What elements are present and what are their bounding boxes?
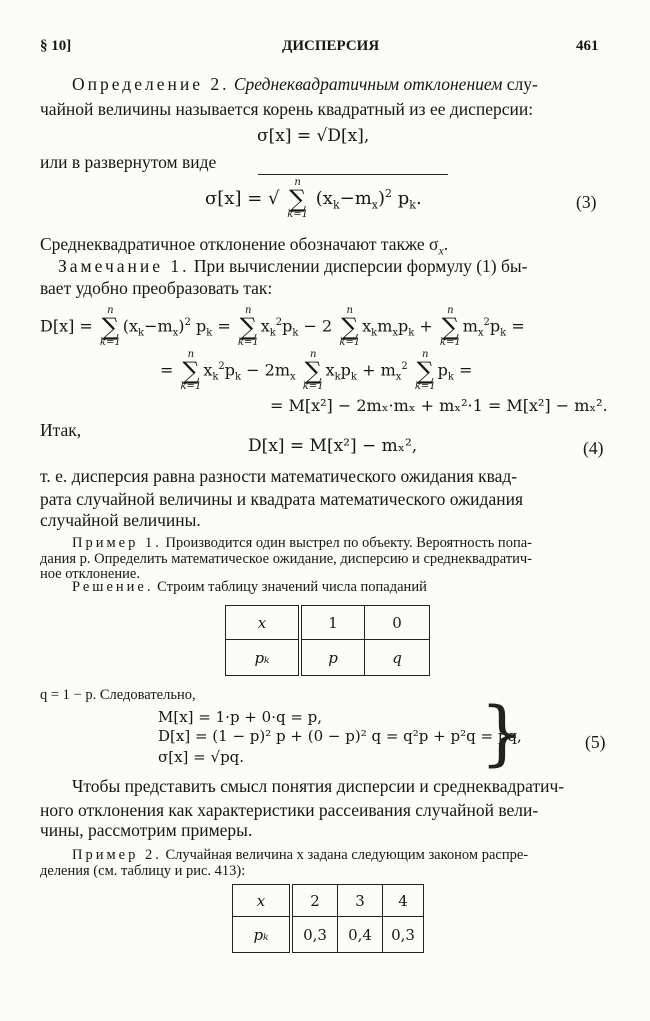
conclusion-line1: т. е. дисперсия равна разности математического ожидания квад- — [40, 466, 518, 486]
table2-cell: 3 — [338, 885, 383, 917]
table1-cell: p — [300, 640, 365, 676]
remark-label: Замечание 1. — [58, 256, 190, 276]
transition-line1: Чтобы представить смысл понятия дисперсии и среднеквадратич- — [72, 776, 565, 796]
table2-cell: 0,3 — [383, 917, 424, 953]
expanded-intro: или в развернутом виде — [40, 152, 217, 172]
table2-cell: x — [233, 885, 292, 917]
remark-text1: При вычислении дисперсии формулу (1) бы- — [193, 256, 528, 276]
example2-label: Пример 2. — [72, 847, 162, 863]
derivation-line1: D[x] = n ∑ k=1 $(x_k-m_x)^2$ $p_k$ = n ∑ k=1 $x_k^2p_k - 2$ n ∑ k=1 $x_km_xp_k$ + n ∑ k=1 $m_x^2p_k$ = — [40, 305, 525, 348]
table1-cell: 0 — [365, 606, 430, 640]
definition-text1-end: слу- — [506, 74, 538, 94]
example1-after: q = 1 − p. Следовательно, — [40, 687, 196, 703]
tag-4: (4) — [583, 438, 604, 458]
tag-5: (5) — [585, 732, 606, 752]
eq5-line2: D[x] = (1 − p)² p + (0 − p)² q = q²p + p²q = pq, — [158, 727, 522, 745]
solution-text: Строим таблицу значений числа попаданий — [157, 579, 427, 595]
example1-text1: Производится один выстрел по объекту. Вероятность попа- — [165, 535, 532, 551]
derivation-line3: = M[x²] − 2mₓ·mₓ + mₓ²·1 = M[x²] − mₓ². — [270, 396, 608, 415]
transition-line2: ного отклонения как характеристики рассеивания случайной вели- — [40, 800, 539, 820]
page-number: 461 — [576, 38, 599, 54]
table1-cell: pₖ — [226, 640, 301, 676]
formula-sigma: σ[x] = √D[x], — [257, 126, 370, 146]
itak-label: Итак, — [40, 420, 82, 440]
table2-cell: 0,4 — [338, 917, 383, 953]
formula-3: σ[x] = √ n ∑ k=1 $(x_k-m_x)^2$ $p_k$. — [205, 177, 422, 220]
example1-label: Пример 1. — [72, 535, 162, 551]
formula-3-body: (x — [315, 188, 333, 209]
result-formula: D[x] = M[x²] − mₓ², — [248, 436, 418, 456]
derivation-line2: = n ∑ k=1 $x_k^2p_k - 2m_x$ n ∑ k=1 $x_kp_k + m_x^2$ n ∑ k=1 $p_k$ = — [160, 349, 473, 392]
example2-text1: Случайная величина x задана следующим законом распре- — [165, 847, 529, 863]
table1-cell: 1 — [300, 606, 365, 640]
table2-cell: pₖ — [233, 917, 292, 953]
table2-cell: 2 — [291, 885, 338, 917]
example1-line2: дания p. Определить математическое ожидание, дисперсию и среднеквадратич- — [40, 551, 532, 567]
transition-line3: чины, рассмотрим примеры. — [40, 820, 253, 840]
example1-line3: ное отклонение. — [40, 566, 140, 582]
derivation-left: D[x] = — [40, 316, 93, 336]
sum-symbol: n ∑ k=1 — [287, 177, 309, 220]
table2-cell: 0,3 — [291, 917, 338, 953]
table1-cell: x — [226, 606, 301, 640]
definition-label: Определение 2. — [72, 74, 230, 94]
tag-3: (3) — [576, 192, 597, 212]
sqrt-overline — [258, 174, 448, 175]
example2-table — [232, 884, 424, 953]
conclusion-line3: случайной величины. — [40, 510, 201, 530]
formula-3-left: σ[x] = √ — [205, 188, 280, 209]
solution-label: Решение. — [72, 579, 154, 595]
eq5-line1: M[x] = 1·p + 0·q = p, — [158, 708, 323, 726]
notation-sub: x — [438, 243, 444, 258]
solution-line — [72, 578, 427, 597]
example2-line2: деления (см. таблицу и рис. 413): — [40, 863, 246, 879]
table1-cell: q — [365, 640, 430, 676]
header-title: ДИСПЕРСИЯ — [282, 38, 380, 54]
right-brace: } — [480, 692, 525, 774]
definition-term: Среднеквадратичным отклонением — [233, 74, 503, 94]
definition-line1 — [72, 72, 538, 97]
eq5-line3: σ[x] = √pq. — [158, 748, 245, 766]
notation-text: Среднеквадратичное отклонение обозначают также σ — [40, 234, 439, 254]
table2-cell: 4 — [383, 885, 424, 917]
header-section: § 10] — [40, 38, 72, 54]
definition-line2: чайной величины называется корень квадратный из ее дисперсии: — [40, 99, 534, 119]
example1-table — [225, 605, 430, 676]
notation-line: Среднеквадратичное отклонение обозначают также $\sigma_x$. — [40, 234, 449, 258]
remark-line2: вает удобно преобразовать так: — [40, 278, 273, 298]
conclusion-line2: рата случайной величины и квадрата математического ожидания — [40, 489, 524, 509]
